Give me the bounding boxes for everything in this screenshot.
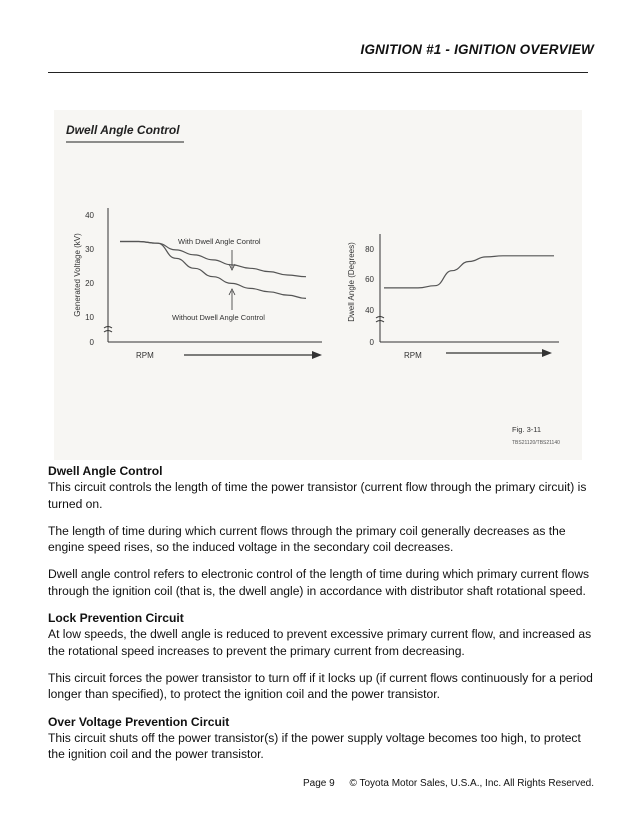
right-tick-0: 0 [369, 338, 374, 347]
page-header-title: IGNITION #1 - IGNITION OVERVIEW [360, 42, 594, 57]
series-line-dwell-angle [384, 256, 554, 288]
paragraph-5: This circuit forces the power transistor to turn off if it locks up (if current flows continuously for a period longer than specified), to protect the ignition coil and the power transistor. [48, 670, 593, 702]
body-text [48, 463, 596, 773]
left-tick-40: 40 [85, 211, 94, 220]
heading-dwell-angle-control: Dwell Angle Control [48, 464, 163, 478]
heading-over-voltage: Over Voltage Prevention Circuit [48, 714, 230, 729]
left-y-label: Generated Voltage (kV) [73, 233, 82, 317]
figure-number: Fig. 3-11 [512, 425, 542, 434]
paragraph-6: This circuit shuts off the power transistor(s) if the power supply voltage becomes too high, to protect the ignition coil and the power transistor. [48, 730, 581, 762]
right-tick-60: 60 [365, 275, 374, 284]
right-y-label: Dwell Angle (Degrees) [347, 242, 356, 322]
paragraph-2: The length of time during which current flows through the primary coil generally decreases as the engine speed rises, so the induced voltage in the secondary coil decreases. [48, 523, 566, 555]
left-tick-30: 30 [85, 245, 94, 254]
left-tick-0: 0 [89, 338, 94, 347]
copyright: © Toyota Motor Sales, U.S.A., Inc. All Rights Reserved. [349, 778, 594, 789]
left-without-label: Without Dwell Angle Control [172, 313, 265, 322]
right-tick-80: 80 [365, 245, 374, 254]
figure-code: TBS21120/TBS21140 [512, 440, 560, 446]
right-chart [347, 234, 559, 360]
right-series [384, 256, 554, 288]
paragraph-3: Dwell angle control refers to electronic control of the length of time during which primary current flows through the ignition coil (that is, the dwell angle) in accordance with distributor shaft rotational speed. [48, 567, 590, 598]
figure-svg [54, 110, 582, 460]
paragraph-1: This circuit controls the length of time the power transistor (current flow through the primary circuit) is turned on. [48, 480, 587, 511]
page-number: Page 9 [303, 778, 335, 789]
page-footer [303, 778, 594, 789]
paragraph-4: At low speeds, the dwell angle is reduced to prevent excessive primary current flow, and increased as the rotational speed increases to prevent the primary current from decreasing. [48, 627, 592, 658]
right-tick-40: 40 [365, 306, 374, 315]
left-series [120, 242, 306, 299]
right-x-label: RPM [404, 351, 422, 360]
figure-title: Dwell Angle Control [66, 123, 180, 137]
heading-lock-prevention: Lock Prevention Circuit [48, 611, 184, 626]
series-line-with-dwell-control [120, 242, 306, 277]
left-tick-20: 20 [85, 279, 94, 288]
left-x-label: RPM [136, 351, 154, 360]
left-chart [73, 208, 322, 360]
left-tick-10: 10 [85, 313, 94, 322]
figure-dwell-angle-control [54, 110, 582, 460]
series-line-without-dwell-control [120, 242, 306, 299]
header-rule [48, 72, 588, 73]
left-y-ticks [85, 211, 94, 347]
left-with-label: With Dwell Angle Control [178, 237, 261, 246]
right-rpm-arrowhead [542, 349, 552, 357]
left-rpm-arrowhead [312, 351, 322, 359]
